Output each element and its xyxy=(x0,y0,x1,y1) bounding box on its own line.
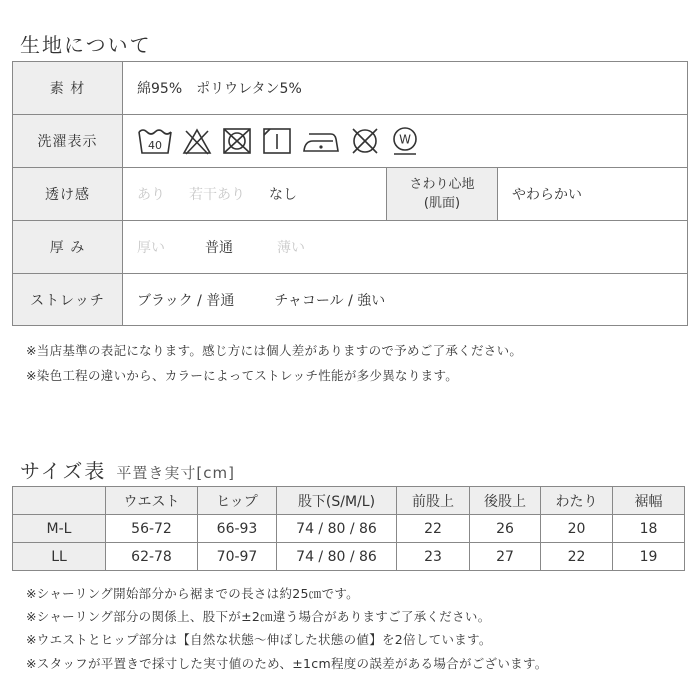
size-note-1: ※シャーリング開始部分から裾までの長さは約25㎝です。 xyxy=(26,586,359,601)
care-icons xyxy=(123,115,688,167)
touch-label-line2: (肌面) xyxy=(423,196,461,211)
table-cell: 23 xyxy=(397,543,470,571)
size-header-hip: ヒップ xyxy=(198,487,277,515)
table-cell: 70-97 xyxy=(198,543,277,571)
touch-label xyxy=(386,168,498,220)
thickness-options xyxy=(123,221,688,273)
table-cell: 27 xyxy=(470,543,541,571)
thickness-row xyxy=(13,221,688,274)
sheer-row xyxy=(13,168,688,221)
wet-clean-icon xyxy=(389,125,421,157)
table-row xyxy=(13,515,685,543)
size-header-blank xyxy=(13,487,106,515)
touch-label-line1: さわり心地 xyxy=(409,177,475,192)
thickness-option-thin: 薄い xyxy=(277,240,305,256)
material-label: 素 材 xyxy=(13,62,123,114)
stretch-label: ストレッチ xyxy=(13,274,123,325)
material-row xyxy=(13,62,688,115)
table-cell: 66-93 xyxy=(198,515,277,543)
table-cell: 56-72 xyxy=(106,515,198,543)
care-label: 洗濯表示 xyxy=(13,115,123,167)
material-value: 綿95% ポリウレタン5% xyxy=(123,62,688,114)
size-note-2: ※シャーリング部分の関係上、股下が±2㎝違う場合がありますご了承ください。 xyxy=(26,609,491,624)
size-header-back-rise: 後股上 xyxy=(470,487,541,515)
size-title xyxy=(20,455,235,484)
stretch-row xyxy=(13,274,688,326)
size-header-hem: 裾幅 xyxy=(613,487,685,515)
stretch-black: ブラック / 普通 xyxy=(137,292,235,309)
sheer-option-slight: 若干あり xyxy=(189,187,245,203)
touch-value: やわらかい xyxy=(498,168,688,220)
fabric-note-2: ※染色工程の違いから、カラーによってストレッチ性能が多少異なります。 xyxy=(26,368,459,383)
size-note-3: ※ウエストとヒップ部分は【自然な状態～伸ばした状態の値】を2倍しています。 xyxy=(26,632,492,647)
size-header-inseam: 股下(S/M/L) xyxy=(277,487,397,515)
table-cell: 19 xyxy=(613,543,685,571)
sheer-label: 透け感 xyxy=(13,168,123,220)
size-title-text: サイズ表 xyxy=(20,459,107,483)
table-cell: 26 xyxy=(470,515,541,543)
table-cell: 22 xyxy=(541,543,613,571)
thickness-option-normal: 普通 xyxy=(205,240,233,256)
size-table xyxy=(12,486,685,571)
fabric-note-1: ※当店基準の表記になります。感じ方には個人差がありますので予めご了承ください。 xyxy=(26,343,523,358)
stretch-charcoal: チャコール / 強い xyxy=(274,292,386,309)
no-tumble-dry-icon xyxy=(221,126,253,156)
sheer-option-none: なし xyxy=(269,187,297,203)
table-cell: 20 xyxy=(541,515,613,543)
size-header-front-rise: 前股上 xyxy=(397,487,470,515)
size-header-thigh: わたり xyxy=(541,487,613,515)
iron-low-icon xyxy=(301,126,341,156)
table-cell: 22 xyxy=(397,515,470,543)
size-subtitle: 平置き実寸[cm] xyxy=(116,464,235,482)
wash-40-icon xyxy=(137,126,173,156)
sheer-option-yes: あり xyxy=(137,187,165,203)
wash-temp-label: 40 xyxy=(148,139,162,152)
fabric-table xyxy=(12,61,688,326)
size-note-4: ※スタッフが平置きで採寸した実寸値のため、±1cm程度の誤差がある場合がございます。 xyxy=(26,656,548,671)
table-cell: 18 xyxy=(613,515,685,543)
stretch-values xyxy=(123,274,688,325)
table-cell: 74 / 80 / 86 xyxy=(277,543,397,571)
care-row xyxy=(13,115,688,168)
size-header-waist: ウエスト xyxy=(106,487,198,515)
sheer-options xyxy=(123,168,386,220)
no-bleach-icon xyxy=(181,126,213,156)
size-header-row xyxy=(13,487,685,515)
table-cell: 74 / 80 / 86 xyxy=(277,515,397,543)
no-dry-clean-icon xyxy=(349,126,381,156)
thickness-label: 厚 み xyxy=(13,221,123,273)
fabric-title: 生地について xyxy=(20,33,152,57)
table-cell: 62-78 xyxy=(106,543,198,571)
table-row xyxy=(13,543,685,571)
size-label: M-L xyxy=(13,515,106,543)
thickness-option-thick: 厚い xyxy=(137,240,165,256)
line-dry-shade-icon xyxy=(261,126,293,156)
wet-letter: W xyxy=(399,132,411,147)
size-label: LL xyxy=(13,543,106,571)
